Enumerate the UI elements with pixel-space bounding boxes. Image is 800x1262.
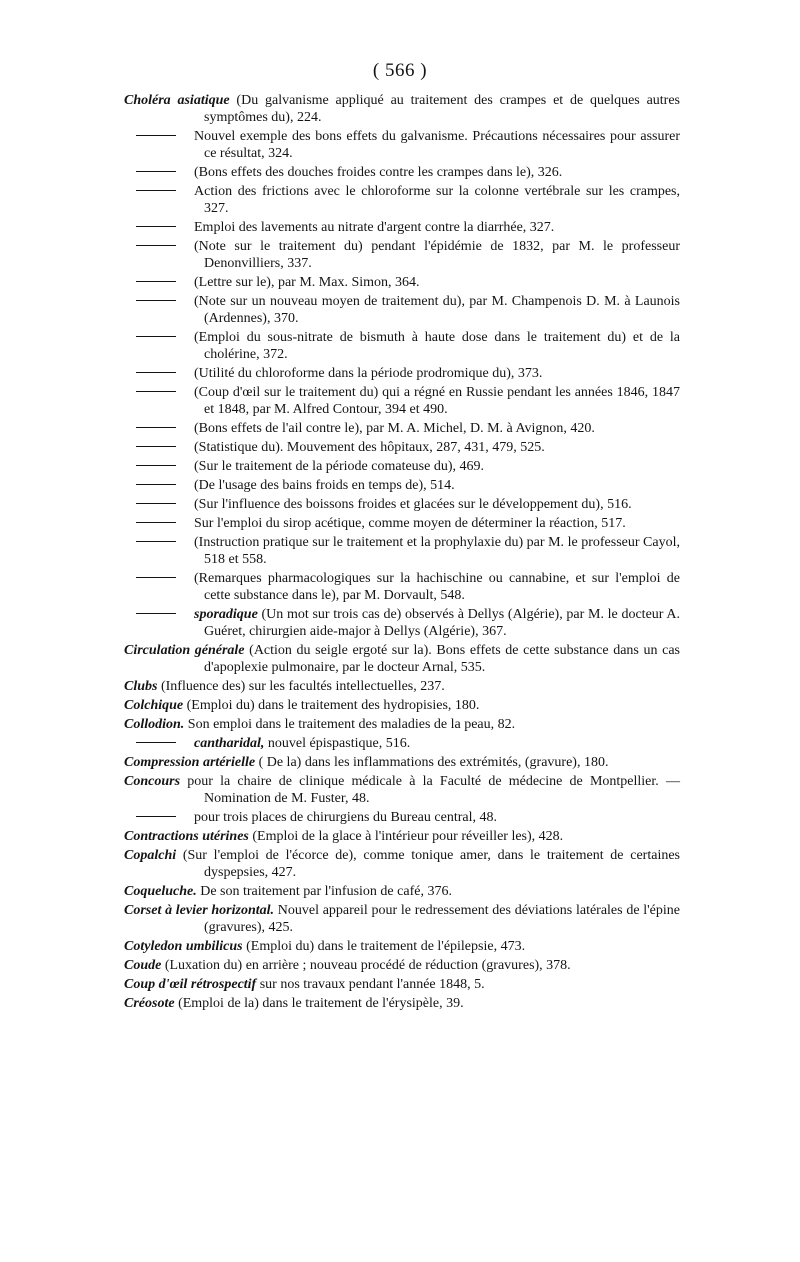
index-entry [124, 678, 680, 695]
repeat-dash [124, 274, 194, 291]
entry-heading: Coude [124, 958, 162, 973]
index-subentry [124, 384, 680, 418]
entry-text: (Sur le traitement de la période comateuse du), 469. [194, 459, 485, 474]
repeat-dash [124, 329, 194, 346]
entry-text: (Note sur un nouveau moyen de traitement du), par M. Champenois D. M. à Launois (Ardennes), 370. [194, 294, 680, 326]
index-subentry [124, 293, 680, 327]
index-entry [124, 697, 680, 714]
entry-text: (Du galvanisme appliqué au traitement des crampes et de quelques autres symptômes du), 224. [204, 93, 680, 125]
entry-text: (Emploi du) dans le traitement de l'épilepsie, 473. [242, 939, 526, 954]
index-subentry [124, 570, 680, 604]
entry-text: (Sur l'influence des boissons froides et glacées sur le développement du), 516. [194, 497, 632, 512]
page-number: ( 566 ) [372, 60, 428, 81]
entry-heading: Compression artérielle [124, 755, 256, 770]
index-entries [124, 92, 680, 1014]
entry-subheading: sporadique [194, 607, 258, 622]
index-entry [124, 976, 680, 993]
entry-text: De son traitement par l'infusion de café, 376. [196, 884, 452, 899]
entry-text: (Bons effets des douches froides contre les crampes dans le), 326. [194, 165, 563, 180]
entry-heading: Choléra asiatique [124, 93, 230, 108]
repeat-dash [124, 384, 194, 401]
entry-text: (Sur l'emploi de l'écorce de), comme tonique amer, dans le traitement de certaines dyspepsies, 427. [176, 848, 680, 880]
repeat-dash [124, 164, 194, 181]
entry-heading: Circulation générale [124, 643, 245, 658]
entry-text: (De l'usage des bains froids en temps de), 514. [194, 478, 455, 493]
repeat-dash [124, 735, 194, 752]
index-subentry [124, 439, 680, 456]
index-subentry [124, 183, 680, 217]
repeat-dash [124, 477, 194, 494]
entry-text: (Influence des) sur les facultés intellectuelles, 237. [157, 679, 445, 694]
entry-text: (Bons effets de l'ail contre le), par M. A. Michel, D. M. à Avignon, 420. [194, 421, 595, 436]
index-subentry [124, 128, 680, 162]
entry-text: (Remarques pharmacologiques sur la hachischine ou cannabine, et sur l'emploi de cette substance dans le), par M. Dorvault, 548. [194, 571, 680, 603]
repeat-dash [124, 219, 194, 236]
entry-text: Nouvel exemple des bons effets du galvanisme. Précautions nécessaires pour assurer ce résultat, 324. [194, 129, 680, 161]
entry-text: (Statistique du). Mouvement des hôpitaux, 287, 431, 479, 525. [194, 440, 545, 455]
entry-heading: Coqueluche. [124, 884, 197, 899]
entry-heading: Créosote [124, 996, 175, 1011]
repeat-dash [124, 420, 194, 437]
index-subentry [124, 219, 680, 236]
index-subentry [124, 496, 680, 513]
index-entry [124, 995, 680, 1012]
index-subentry [124, 534, 680, 568]
entry-heading: Clubs [124, 679, 158, 694]
repeat-dash [124, 570, 194, 587]
entry-text: (Utilité du chloroforme dans la période prodromique du), 373. [194, 366, 543, 381]
index-subentry [124, 477, 680, 494]
repeat-dash [124, 534, 194, 551]
index-entry [124, 828, 680, 845]
index-entry [124, 642, 680, 676]
entry-text: (Luxation du) en arrière ; nouveau procédé de réduction (gravures), 378. [161, 958, 571, 973]
entry-text: ( De la) dans les inflammations des extrémités, (gravure), 180. [255, 755, 609, 770]
repeat-dash [124, 293, 194, 310]
index-entry [124, 754, 680, 771]
index-subentry [124, 274, 680, 291]
repeat-dash [124, 183, 194, 200]
index-subentry [124, 735, 680, 752]
entry-heading: Corset à levier horizontal. [124, 903, 275, 918]
entry-text: Son emploi dans le traitement des maladies de la peau, 82. [184, 717, 516, 732]
entry-heading: Copalchi [124, 848, 177, 863]
entry-text: (Note sur le traitement du) pendant l'épidémie de 1832, par M. le professeur Denonvilliers, 337. [194, 239, 680, 271]
index-subentry [124, 164, 680, 181]
index-subentry [124, 606, 680, 640]
entry-heading: Coup d'œil rétrospectif [124, 977, 257, 992]
index-subentry [124, 515, 680, 532]
entry-text: Action des frictions avec le chloroforme sur la colonne vertébrale sur les crampes, 327. [194, 184, 680, 216]
repeat-dash [124, 439, 194, 456]
repeat-dash [124, 515, 194, 532]
entry-heading: Colchique [124, 698, 184, 713]
entry-text: pour trois places de chirurgiens du Bureau central, 48. [194, 810, 497, 825]
entry-text: Nouvel appareil pour le redressement des déviations latérales de l'épine (gravures), 425. [204, 903, 680, 935]
index-subentry [124, 238, 680, 272]
index-entry [124, 847, 680, 881]
entry-text: (Coup d'œil sur le traitement du) qui a régné en Russie pendant les années 1846, 1847 et 1848, par M. Alfred Contour, 394 et 490. [194, 385, 680, 417]
repeat-dash [124, 809, 194, 826]
entry-subheading: cantharidal, [194, 736, 265, 751]
index-subentry [124, 809, 680, 826]
entry-text: Emploi des lavements au nitrate d'argent contre la diarrhée, 327. [194, 220, 555, 235]
repeat-dash [124, 458, 194, 475]
entry-text: (Instruction pratique sur le traitement et la prophylaxie du) par M. le professeur Cayol, 518 et 558. [194, 535, 680, 567]
repeat-dash [124, 496, 194, 513]
entry-text: (Emploi du) dans le traitement des hydropisies, 180. [183, 698, 480, 713]
index-subentry [124, 458, 680, 475]
index-entry [124, 716, 680, 733]
index-entry [124, 902, 680, 936]
repeat-dash [124, 606, 194, 623]
index-subentry [124, 329, 680, 363]
entry-text: (Emploi de la glace à l'intérieur pour réveiller les), 428. [248, 829, 564, 844]
entry-text: (Emploi de la) dans le traitement de l'érysipèle, 39. [174, 996, 464, 1011]
index-entry [124, 883, 680, 900]
repeat-dash [124, 365, 194, 382]
entry-text: (Emploi du sous-nitrate de bismuth à haute dose dans le traitement du) et de la cholérine, 372. [194, 330, 680, 362]
index-entry [124, 957, 680, 974]
repeat-dash [124, 128, 194, 145]
index-entry [124, 92, 680, 126]
entry-heading: Collodion. [124, 717, 185, 732]
entry-heading: Concours [124, 774, 181, 789]
entry-text: (Lettre sur le), par M. Max. Simon, 364. [194, 275, 420, 290]
entry-heading: Cotyledon umbilicus [124, 939, 243, 954]
entry-text: (Un mot sur trois cas de) observés à Dellys (Algérie), par M. le docteur A. Guéret, chirurgien aide-major à Dellys (Algérie), 367. [204, 607, 680, 639]
entry-heading: Contractions utérines [124, 829, 249, 844]
index-entry [124, 938, 680, 955]
index-subentry [124, 365, 680, 382]
entry-text: pour la chaire de clinique médicale à la Faculté de médecine de Montpellier. —Nomination de M. Fuster, 48. [180, 774, 680, 806]
entry-text: Sur l'emploi du sirop acétique, comme moyen de déterminer la réaction, 517. [194, 516, 626, 531]
entry-text: sur nos travaux pendant l'année 1848, 5. [256, 977, 485, 992]
entry-text: nouvel épispastique, 516. [264, 736, 411, 751]
repeat-dash [124, 238, 194, 255]
entry-text: (Action du seigle ergoté sur la). Bons effets de cette substance dans un cas d'apoplexie pulmonaire, par le docteur Arnal, 535. [204, 643, 680, 675]
index-subentry [124, 420, 680, 437]
index-entry [124, 773, 680, 807]
